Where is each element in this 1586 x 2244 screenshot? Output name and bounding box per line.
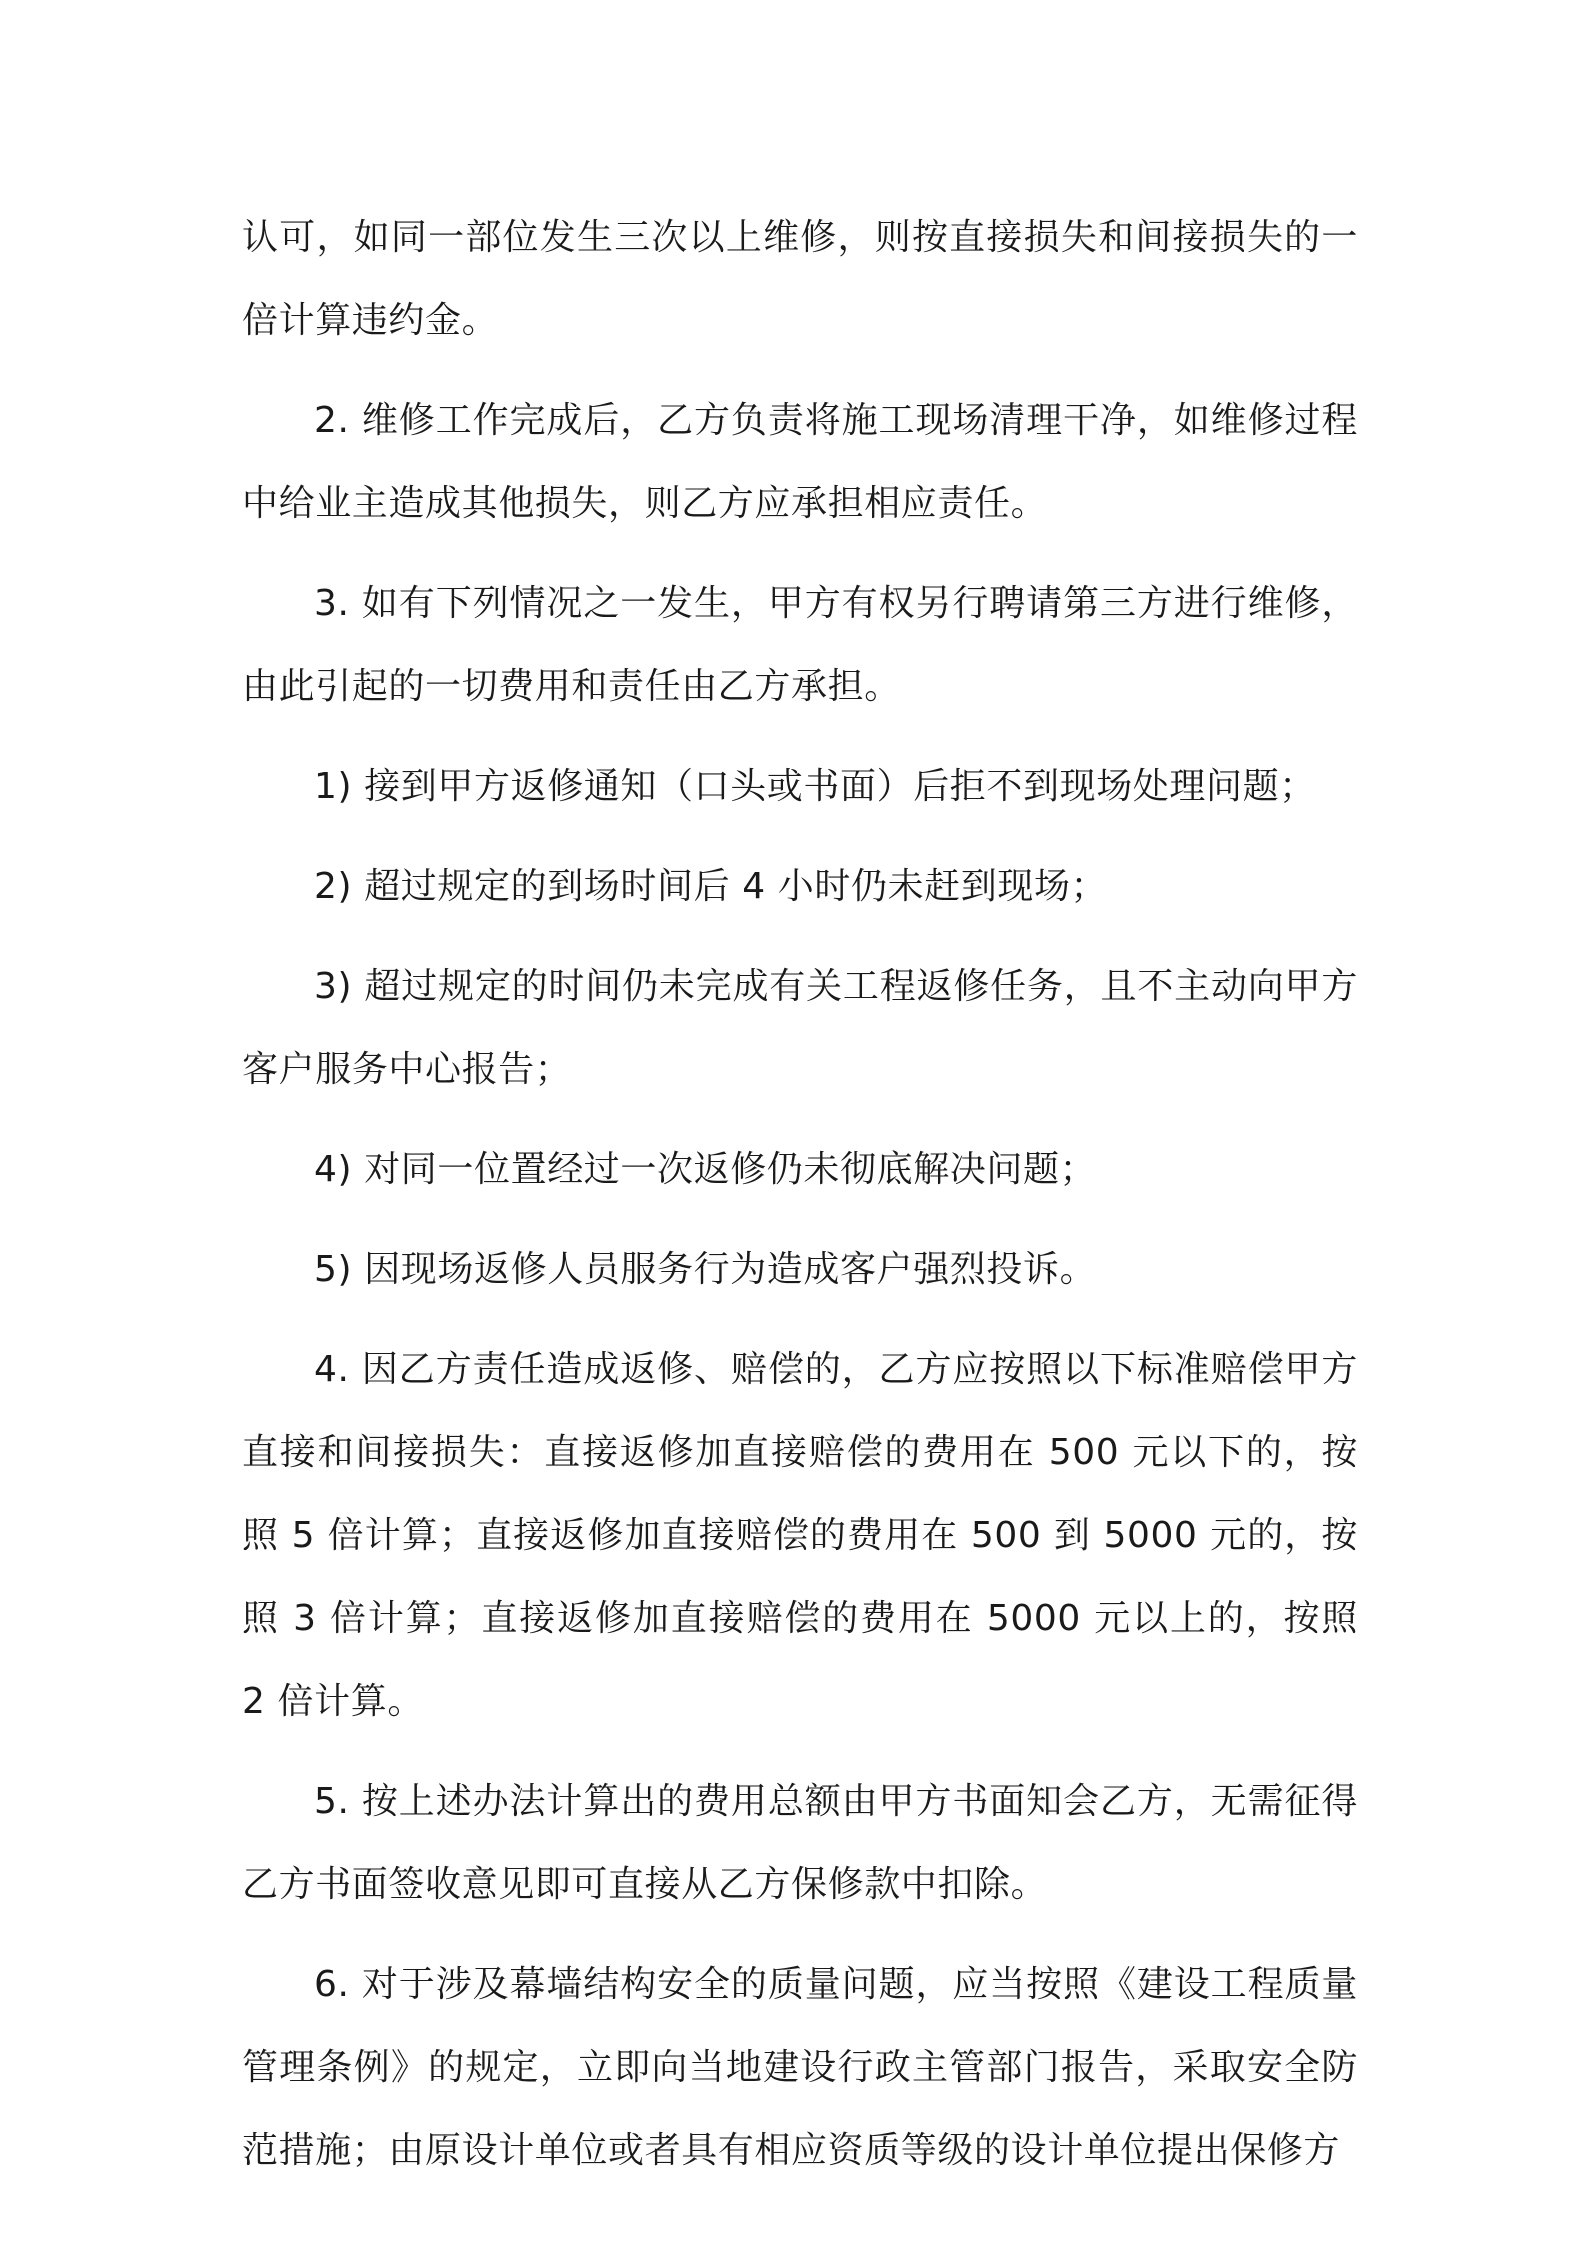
list-item-2: 2) 超过规定的到场时间后 4 小时仍未赶到现场；	[314, 866, 1108, 907]
paragraph-clause-3: 3. 如有下列情况之一发生，甲方有权另行聘请第三方进行维修，由此引起的一切费用和责任由乙方承担。	[242, 583, 1358, 707]
paragraph-clause-2: 2. 维修工作完成后，乙方负责将施工现场清理干净，如维修过程中给业主造成其他损失，则乙方应承担相应责任。	[242, 400, 1358, 524]
paragraph-clause-5: 5. 按上述办法计算出的费用总额由甲方书面知会乙方，无需征得乙方书面签收意见即可直接从乙方保修款中扣除。	[242, 1781, 1358, 1905]
list-item-3: 3) 超过规定的时间仍未完成有关工程返修任务，且不主动向甲方客户服务中心报告；	[242, 966, 1358, 1090]
list-item-1: 1) 接到甲方返修通知（口头或书面）后拒不到现场处理问题；	[314, 766, 1316, 807]
list-item-4: 4) 对同一位置经过一次返修仍未彻底解决问题；	[314, 1149, 1097, 1190]
list-item-5: 5) 因现场返修人员服务行为造成客户强烈投诉。	[314, 1249, 1097, 1290]
paragraph-clause-4: 4. 因乙方责任造成返修、赔偿的，乙方应按照以下标准赔偿甲方直接和间接损失：直接返修加直接赔偿的费用在 500 元以下的，按照 5 倍计算；直接返修加直接赔偿的费用在 500 到 5000 元的，按照 3 倍计算；直接返修加直接赔偿的费用在 5000 元以上的，按照 2 倍计算。	[242, 1349, 1358, 1722]
document-body	[242, 196, 1358, 2209]
paragraph-clause-6: 6. 对于涉及幕墙结构安全的质量问题，应当按照《建设工程质量管理条例》的规定，立即向当地建设行政主管部门报告，采取安全防范措施；由原设计单位或者具有相应资质等级的设计单位提出保修方	[242, 1964, 1358, 2171]
paragraph-continuation: 认可，如同一部位发生三次以上维修，则按直接损失和间接损失的一倍计算违约金。	[242, 217, 1358, 341]
